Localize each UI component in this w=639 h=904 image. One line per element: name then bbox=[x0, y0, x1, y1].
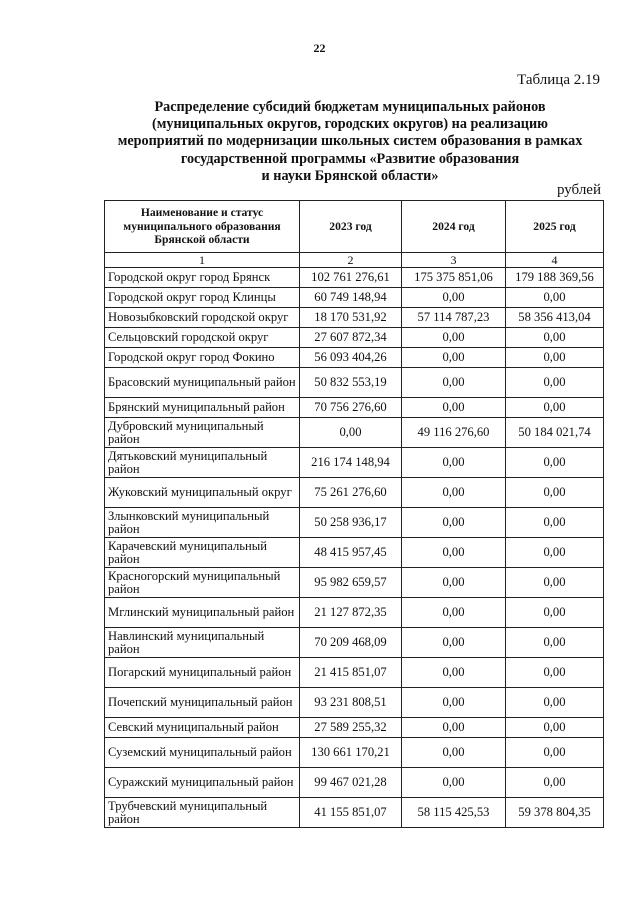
header-row bbox=[105, 201, 604, 253]
value-2024: 0,00 bbox=[402, 598, 506, 628]
municipality-name: Городской округ город Брянск bbox=[105, 268, 300, 288]
value-2023: 48 415 957,45 bbox=[300, 538, 402, 568]
table-row bbox=[105, 348, 604, 368]
value-2023: 130 661 170,21 bbox=[300, 738, 402, 768]
value-2024: 0,00 bbox=[402, 718, 506, 738]
municipality-name: Городской округ город Клинцы bbox=[105, 288, 300, 308]
table-row bbox=[105, 738, 604, 768]
value-2025: 0,00 bbox=[506, 768, 604, 798]
value-2023: 70 756 276,60 bbox=[300, 398, 402, 418]
value-2024: 0,00 bbox=[402, 448, 506, 478]
table-row bbox=[105, 508, 604, 538]
table-row bbox=[105, 598, 604, 628]
municipality-name: Суземский муниципальный район bbox=[105, 738, 300, 768]
value-2025: 0,00 bbox=[506, 718, 604, 738]
header-2024: 2024 год bbox=[402, 201, 506, 253]
value-2024: 175 375 851,06 bbox=[402, 268, 506, 288]
value-2025: 0,00 bbox=[506, 398, 604, 418]
municipality-name: Навлинский муниципальный район bbox=[105, 628, 300, 658]
municipality-name: Брасовский муниципальный район bbox=[105, 368, 300, 398]
municipality-name: Злынковский муниципальный район bbox=[105, 508, 300, 538]
municipality-name: Сельцовский городской округ bbox=[105, 328, 300, 348]
value-2023: 0,00 bbox=[300, 418, 402, 448]
value-2023: 50 258 936,17 bbox=[300, 508, 402, 538]
table-row bbox=[105, 768, 604, 798]
table-row bbox=[105, 308, 604, 328]
title-line: мероприятий по модернизации школьных систем образования в рамках bbox=[117, 133, 583, 150]
value-2024: 58 115 425,53 bbox=[402, 798, 506, 828]
value-2024: 0,00 bbox=[402, 328, 506, 348]
value-2023: 21 127 872,35 bbox=[300, 598, 402, 628]
value-2024: 0,00 bbox=[402, 368, 506, 398]
subsidy-table bbox=[104, 200, 604, 828]
municipality-name: Погарский муниципальный район bbox=[105, 658, 300, 688]
page-number: 22 bbox=[313, 41, 326, 55]
municipality-name: Новозыбковский городской округ bbox=[105, 308, 300, 328]
table-row bbox=[105, 368, 604, 398]
value-2024: 0,00 bbox=[402, 288, 506, 308]
title-line: и науки Брянской области» bbox=[261, 167, 439, 184]
title-line: Распределение субсидий бюджетам муниципальных районов bbox=[154, 99, 546, 115]
value-2025: 0,00 bbox=[506, 628, 604, 658]
column-number: 3 bbox=[402, 253, 506, 268]
value-2025: 179 188 369,56 bbox=[506, 268, 604, 288]
value-2024: 0,00 bbox=[402, 628, 506, 658]
value-2025: 0,00 bbox=[506, 688, 604, 718]
title-line: государственной программы «Развитие образования bbox=[180, 150, 520, 167]
table-row bbox=[105, 448, 604, 478]
table-row bbox=[105, 798, 604, 828]
value-2025: 0,00 bbox=[506, 478, 604, 508]
value-2023: 95 982 659,57 bbox=[300, 568, 402, 598]
value-2024: 0,00 bbox=[402, 398, 506, 418]
value-2025: 0,00 bbox=[506, 598, 604, 628]
value-2023: 99 467 021,28 bbox=[300, 768, 402, 798]
value-2024: 0,00 bbox=[402, 348, 506, 368]
table-row bbox=[105, 418, 604, 448]
header-municipality: Наименование и статус муниципального образования Брянской области bbox=[105, 201, 300, 253]
value-2023: 27 607 872,34 bbox=[300, 328, 402, 348]
table-row bbox=[105, 658, 604, 688]
municipality-name: Дубровский муниципальный район bbox=[105, 418, 300, 448]
value-2024: 0,00 bbox=[402, 688, 506, 718]
municipality-name: Мглинский муниципальный район bbox=[105, 598, 300, 628]
municipality-name: Трубчевский муниципальный район bbox=[105, 798, 300, 828]
table-row bbox=[105, 538, 604, 568]
value-2023: 75 261 276,60 bbox=[300, 478, 402, 508]
value-2024: 0,00 bbox=[402, 768, 506, 798]
municipality-name: Дятьковский муниципальный район bbox=[105, 448, 300, 478]
value-2024: 57 114 787,23 bbox=[402, 308, 506, 328]
value-2023: 41 155 851,07 bbox=[300, 798, 402, 828]
value-2025: 0,00 bbox=[506, 738, 604, 768]
table-row bbox=[105, 288, 604, 308]
municipality-name: Суражский муниципальный район bbox=[105, 768, 300, 798]
value-2025: 0,00 bbox=[506, 658, 604, 688]
header-2025: 2025 год bbox=[506, 201, 604, 253]
table-row bbox=[105, 398, 604, 418]
value-2025: 0,00 bbox=[506, 328, 604, 348]
value-2024: 0,00 bbox=[402, 538, 506, 568]
currency-unit: рублей bbox=[556, 182, 601, 198]
column-number: 4 bbox=[506, 253, 604, 268]
value-2025: 0,00 bbox=[506, 538, 604, 568]
table-row bbox=[105, 568, 604, 598]
value-2024: 0,00 bbox=[402, 478, 506, 508]
title-line: (муниципальных округов, городских округов) на реализацию bbox=[152, 116, 548, 133]
table-row bbox=[105, 628, 604, 658]
value-2024: 49 116 276,60 bbox=[402, 418, 506, 448]
value-2023: 70 209 468,09 bbox=[300, 628, 402, 658]
column-number-row bbox=[105, 253, 604, 268]
value-2025: 50 184 021,74 bbox=[506, 418, 604, 448]
municipality-name: Жуковский муниципальный округ bbox=[105, 478, 300, 508]
municipality-name: Севский муниципальный район bbox=[105, 718, 300, 738]
value-2023: 21 415 851,07 bbox=[300, 658, 402, 688]
value-2023: 56 093 404,26 bbox=[300, 348, 402, 368]
value-2024: 0,00 bbox=[402, 568, 506, 598]
value-2025: 0,00 bbox=[506, 368, 604, 398]
value-2024: 0,00 bbox=[402, 738, 506, 768]
column-number: 2 bbox=[300, 253, 402, 268]
value-2025: 58 356 413,04 bbox=[506, 308, 604, 328]
document-title bbox=[90, 99, 610, 185]
value-2023: 93 231 808,51 bbox=[300, 688, 402, 718]
table-caption: Таблица 2.19 bbox=[517, 72, 600, 88]
table-row bbox=[105, 268, 604, 288]
municipality-name: Красногорский муниципальный район bbox=[105, 568, 300, 598]
municipality-name: Почепский муниципальный район bbox=[105, 688, 300, 718]
municipality-name: Карачевский муниципальный район bbox=[105, 538, 300, 568]
value-2023: 60 749 148,94 bbox=[300, 288, 402, 308]
table-row bbox=[105, 718, 604, 738]
table-row bbox=[105, 478, 604, 508]
value-2025: 0,00 bbox=[506, 568, 604, 598]
value-2025: 0,00 bbox=[506, 448, 604, 478]
header-2023: 2023 год bbox=[300, 201, 402, 253]
value-2025: 0,00 bbox=[506, 288, 604, 308]
table-row bbox=[105, 328, 604, 348]
column-number: 1 bbox=[105, 253, 300, 268]
municipality-name: Городской округ город Фокино bbox=[105, 348, 300, 368]
value-2023: 18 170 531,92 bbox=[300, 308, 402, 328]
value-2024: 0,00 bbox=[402, 658, 506, 688]
table-row bbox=[105, 688, 604, 718]
value-2023: 27 589 255,32 bbox=[300, 718, 402, 738]
table-body bbox=[105, 268, 604, 828]
value-2025: 0,00 bbox=[506, 348, 604, 368]
value-2023: 50 832 553,19 bbox=[300, 368, 402, 398]
municipality-name: Брянский муниципальный район bbox=[105, 398, 300, 418]
value-2025: 59 378 804,35 bbox=[506, 798, 604, 828]
value-2025: 0,00 bbox=[506, 508, 604, 538]
value-2023: 216 174 148,94 bbox=[300, 448, 402, 478]
value-2024: 0,00 bbox=[402, 508, 506, 538]
value-2023: 102 761 276,61 bbox=[300, 268, 402, 288]
